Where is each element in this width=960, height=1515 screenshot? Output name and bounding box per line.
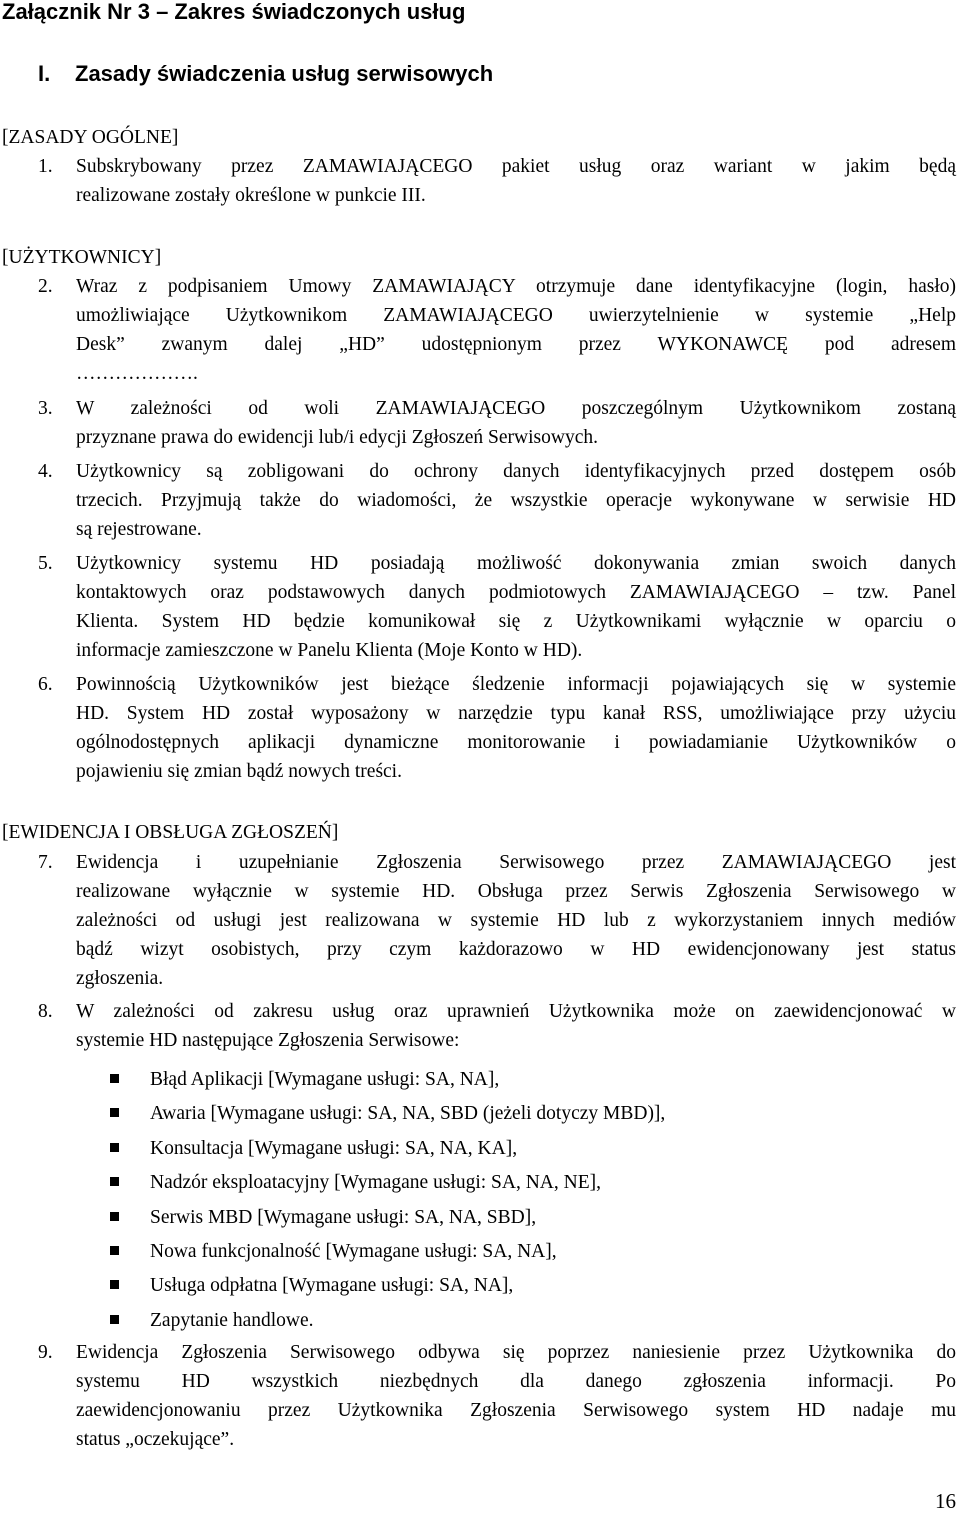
item-number: 3.	[38, 398, 53, 419]
square-bullet-icon	[110, 1246, 119, 1255]
item-number: 4.	[38, 461, 53, 482]
square-bullet-icon	[110, 1177, 119, 1186]
item-line: status „oczekujące”.	[76, 1428, 235, 1450]
item-line: realizowane zostały określone w punkcie III.	[76, 184, 426, 206]
item-line: Wraz z podpisaniem Umowy ZAMAWIAJĄCY otrzymuje dane identyfikacyjne (login, hasło)	[76, 276, 956, 297]
list-item	[38, 153, 956, 211]
item-line: W zależności od zakresu usług oraz uprawnień Użytkownika może on zaewidencjonować w	[76, 1001, 956, 1022]
item-line: Desk” zwanym dalej „HD” udostępnionym przez WYKONAWCĘ pod adresem	[76, 333, 956, 355]
item-line: ……………….	[76, 362, 198, 384]
item-line: Klienta. System HD będzie komunikował się z Użytkownikami wyłącznie w oparciu o	[76, 610, 956, 632]
item-number: 8.	[38, 1001, 53, 1022]
square-bullet-icon	[110, 1315, 119, 1324]
item-line: systemie HD następujące Zgłoszenia Serwisowe:	[76, 1029, 460, 1051]
heading-general: [ZASADY OGÓLNE]	[2, 127, 179, 148]
item-line: HD. System HD został wyposażony w narzędzie typu kanał RSS, umożliwiające przy użyciu	[76, 702, 956, 724]
square-bullet-icon	[110, 1212, 119, 1221]
item-line: Użytkownicy systemu HD posiadają możliwość dokonywania zmian swoich danych	[76, 553, 956, 574]
list-item	[38, 273, 956, 389]
item-line: umożliwiające Użytkownikom ZAMAWIAJĄCEGO uwierzytelnienie w systemie „Help	[76, 304, 956, 326]
bullet-item	[110, 1304, 665, 1338]
list-item	[38, 671, 956, 787]
request-type-list	[110, 1063, 665, 1338]
square-bullet-icon	[110, 1280, 119, 1289]
bullet-item	[110, 1166, 665, 1200]
item-line: zaewidencjonowaniu przez Użytkownika Zgłoszenia Serwisowego system HD nadaje mu	[76, 1399, 956, 1421]
heading-users: [UŻYTKOWNICY]	[2, 247, 162, 268]
item-line: kontaktowych oraz podstawowych danych podmiotowych ZAMAWIAJĄCEGO – tzw. Panel	[76, 581, 956, 603]
item-line: bądź wizyt osobistych, przy czym każdorazowo w HD ewidencjonowany jest status	[76, 938, 956, 960]
bullet-item	[110, 1132, 665, 1166]
square-bullet-icon	[110, 1108, 119, 1117]
item-line: Ewidencja i uzupełnianie Zgłoszenia Serwisowego przez ZAMAWIAJĄCEGO jest	[76, 852, 956, 873]
list-item	[38, 395, 956, 453]
item-number: 6.	[38, 674, 53, 695]
square-bullet-icon	[110, 1074, 119, 1083]
bullet-text: Nowa funkcjonalność [Wymagane usługi: SA, NA],	[150, 1241, 557, 1263]
document-title: Załącznik Nr 3 – Zakres świadczonych usług	[2, 0, 466, 24]
list-item	[38, 1339, 956, 1455]
item-line: realizowane wyłącznie w systemie HD. Obsługa przez Serwis Zgłoszenia Serwisowego w	[76, 880, 956, 902]
bullet-text: Konsultacja [Wymagane usługi: SA, NA, KA],	[150, 1137, 518, 1159]
item-number: 7.	[38, 852, 53, 873]
item-number: 1.	[38, 156, 53, 177]
item-line: Subskrybowany przez ZAMAWIAJĄCEGO pakiet usług oraz wariant w jakim będą	[76, 156, 956, 177]
list-item	[38, 849, 956, 994]
item-line: Użytkownicy są zobligowani do ochrony danych identyfikacyjnych przed dostępem osób	[76, 461, 956, 482]
item-number: 9.	[38, 1342, 53, 1363]
item-line: informacje zamieszczone w Panelu Klienta (Moje Konto w HD).	[76, 639, 583, 661]
item-line: trzecich. Przyjmują także do wiadomości, że wszystkie operacje wykonywane w serwisie HD	[76, 489, 956, 511]
bullet-item	[110, 1235, 665, 1269]
item-line: ogólnodostępnych aplikacji dynamiczne monitorowanie i powiadamianie Użytkowników o	[76, 731, 956, 753]
bullet-item	[110, 1097, 665, 1131]
bullet-text: Zapytanie handlowe.	[150, 1309, 314, 1331]
bullet-item	[110, 1269, 665, 1303]
item-line: Powinnością Użytkowników jest bieżące śledzenie informacji pojawiających się w systemie	[76, 674, 956, 695]
bullet-text: Nadzór eksploatacyjny [Wymagane usługi: SA, NA, NE],	[150, 1172, 602, 1194]
bullet-text: Serwis MBD [Wymagane usługi: SA, NA, SBD],	[150, 1206, 537, 1228]
list-item	[38, 458, 956, 545]
bullet-item	[110, 1201, 665, 1235]
list-item	[38, 998, 956, 1056]
section-number: I.	[38, 61, 51, 86]
bullet-item	[110, 1063, 665, 1097]
item-line: W zależności od woli ZAMAWIAJĄCEGO poszczególnym Użytkownikom zostaną	[76, 398, 956, 419]
item-line: Ewidencja Zgłoszenia Serwisowego odbywa się poprzez naniesienie przez Użytkownika do	[76, 1342, 956, 1363]
bullet-text: Błąd Aplikacji [Wymagane usługi: SA, NA],	[150, 1069, 500, 1090]
item-line: zgłoszenia.	[76, 967, 164, 989]
square-bullet-icon	[110, 1143, 119, 1152]
item-line: przyznane prawa do ewidencji lub/i edycji Zgłoszeń Serwisowych.	[76, 426, 598, 448]
item-line: pojawieniu się zmian bądź nowych treści.	[76, 760, 402, 782]
item-line: zależności od usługi jest realizowana w systemie HD lub z wykorzystaniem innych mediów	[76, 909, 956, 931]
item-number: 2.	[38, 276, 53, 297]
bullet-text: Usługa odpłatna [Wymagane usługi: SA, NA],	[150, 1275, 514, 1297]
item-number: 5.	[38, 553, 53, 574]
section-heading	[2, 60, 493, 88]
item-line: są rejestrowane.	[76, 518, 202, 540]
section-label: Zasady świadczenia usług serwisowych	[75, 61, 494, 86]
item-line: systemu HD wszystkich niezbędnych dla danego zgłoszenia informacji. Po	[76, 1370, 956, 1392]
page-number: 16	[935, 1489, 956, 1513]
list-item	[38, 550, 956, 666]
bullet-text: Awaria [Wymagane usługi: SA, NA, SBD (jeżeli dotyczy MBD)],	[150, 1103, 666, 1125]
heading-records: [EWIDENCJA I OBSŁUGA ZGŁOSZEŃ]	[2, 822, 339, 843]
